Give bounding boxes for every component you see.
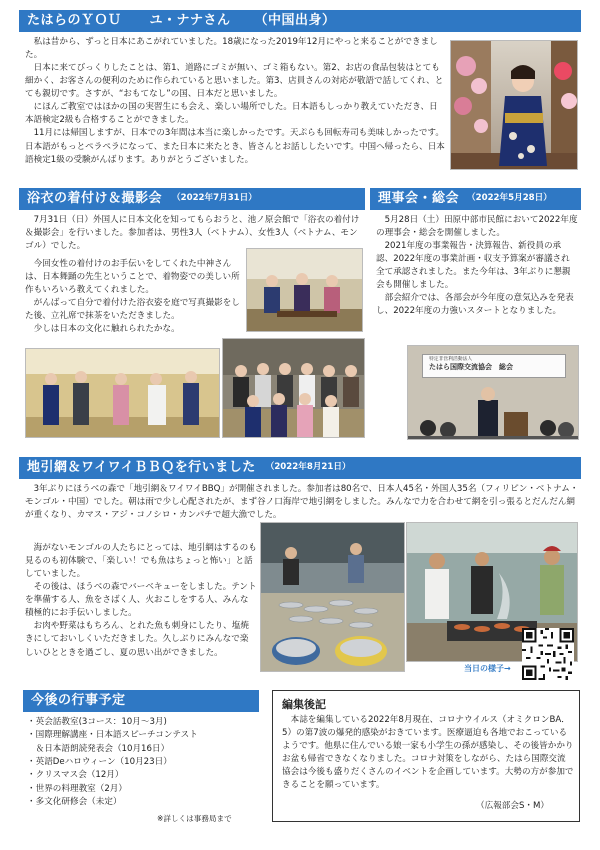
yukata-paragraph: 今回女性の着付けのお手伝いをしてくれた中神さんは、日本舞踊の先生ということで、着物姿での美しい所作もいろいろ教えてくれました。 bbox=[25, 259, 240, 296]
you-origin: （中国出身） bbox=[254, 13, 336, 29]
yukata-date: （2022年7月31日） bbox=[172, 193, 257, 204]
yukata-section-header bbox=[19, 188, 365, 210]
tea-ceremony-photo bbox=[246, 248, 363, 332]
schedule-item: ・クリスマス会（12月） bbox=[27, 770, 124, 781]
meeting-paragraph: 2021年度の事業報告・決算報告、新役員の承認、2022年度の事業計画・収支予算案が審議され全て承認されました。また今年は、3年ぶりに懇親会も開催しました。 bbox=[376, 241, 571, 291]
editor-paragraph: 本誌を編集している2022年8月現在、コロナウイルス（オミクロンBA．5）の第7波の爆発的感染がおきています。医療逼迫も各地でおこっているようです。他県に住んでいる娘一家も小学生の孫が感染し、その後皆かかりお盆も帰省できなくなりました。コロナ対策をしながら、たはら国際交流協会は今後も盛りだくさんのイベントを企画しています。大勢の方が参加できることを願っています。 bbox=[282, 715, 574, 791]
qr-caption: 当日の様子→ bbox=[464, 664, 511, 673]
schedule-note: ※詳しくは事務局まで bbox=[157, 814, 232, 823]
dressing-photo bbox=[25, 348, 220, 438]
schedule-section-header bbox=[23, 690, 259, 712]
bbq-intro bbox=[25, 483, 580, 522]
you-person-name: ユ・ナナさん bbox=[149, 13, 231, 29]
meeting-banner-line1: 特定非営利活動法人 bbox=[429, 357, 473, 362]
meeting-title: 理事会・総会 bbox=[378, 191, 460, 207]
bbq-paragraph: お肉や野菜はもちろん、とれた魚も刺身にしたり、塩焼きにしておいしくいただきました。久しぶりにみんなで楽しいひとときを過ごし、夏の思い出ができました。 bbox=[25, 621, 249, 658]
editor-sign: （広報部会S・M） bbox=[476, 801, 550, 811]
meeting-banner-line2: たはら国際交流協会 総会 bbox=[429, 363, 513, 372]
meeting-banner bbox=[422, 354, 566, 378]
meeting-body bbox=[376, 214, 578, 319]
bbq-paragraph: その後は、ほうべの森でバーベキューをしました。テントを準備する人、魚をさばく人、火おこしをする人、みんな積極的にお手伝いしました。 bbox=[25, 582, 257, 619]
schedule-item: ・多文化研修会（未定） bbox=[27, 796, 122, 807]
meeting-date: （2022年5月28日） bbox=[467, 193, 552, 204]
yukata-paragraph: がんばって自分で着付けた浴衣姿を庭で写真撮影をした後、立礼席で抹茶をいただきました。 bbox=[25, 298, 240, 322]
you-section-header bbox=[19, 10, 581, 32]
editor-body bbox=[282, 714, 574, 792]
bbq-body bbox=[25, 542, 257, 660]
bbq-title: 地引網＆ワイワイＢＢＱを行いました bbox=[27, 460, 256, 476]
schedule-item: ・国際理解講座・日本語スピーチコンテスト bbox=[27, 730, 198, 741]
you-paragraph: 日本に来てびっくりしたことは、第1、道路にゴミが無い、ゴミ箱もない。第2、お店の食品包装はとても細かく、お客さんの便利のために作られていると思いました。第3、店員さんの対応が敬語で話してくれ、とても親切です。さすが、“おもてなし”の国、日本だと思いました。 bbox=[25, 63, 444, 100]
bbq-date: （2022年8月21日） bbox=[265, 462, 351, 473]
group-photo bbox=[222, 338, 365, 438]
schedule-item: ・英会話教室(3コース：10月～3月) bbox=[27, 717, 167, 727]
meeting-paragraph: 部会紹介では、各部会が今年度の意気込みを発表し、2022年度の力強いスタートとなりました。 bbox=[376, 293, 574, 317]
bbq-section-header bbox=[19, 457, 581, 479]
yukata-portrait-photo bbox=[450, 40, 578, 170]
yukata-body bbox=[25, 258, 243, 336]
yukata-paragraph: 7月31日（日）外国人に日本文化を知ってもらおうと、池ノ原会館で「浴衣の着付け＆撮影会」を行いました。参加者は、男性3人（ベトナム）、女性3人（ベトナム、モンゴル）でした。 bbox=[25, 215, 360, 252]
schedule-item: ・世界の料理教室（2月） bbox=[27, 783, 127, 794]
bbq-paragraph: 3年ぶりにほうべの森で「地引網＆ワイワイBBQ」が開催されました。参加者は80名で、日本人45名・外国人35名（フィリピン・ベトナム・モンゴル・中国）でした。朝は雨で少し心配されたが、まず谷ノ口海岸で地引網をしました。みんなで力を合わせて網を引っ張るとだんだん網が重くなり、カマス・アジ・コノシロ・カンパチで超大漁でした。 bbox=[25, 484, 579, 521]
meeting-section-header bbox=[370, 188, 581, 210]
you-paragraph: 11月には帰国しますが、日本での3年間は本当に楽しかったです。天ぷらも回転寿司も美味しかったです。日本語がもっとペラペラになって、また日本に来たとき、皆さんとお話ししたいです。中国へ帰ったら、日本語検定1級の受験がんばります。ありがとうございました。 bbox=[25, 128, 445, 165]
you-paragraph: 私は昔から、ずっと日本にあこがれていました。18歳になった2019年12月にやっと来ることができました。 bbox=[25, 37, 438, 61]
yukata-paragraph: 少しは日本の文化に触れられたかな。 bbox=[33, 324, 180, 335]
schedule-item: ＆日本語朗読発表会（10月16日） bbox=[27, 743, 170, 754]
you-body bbox=[25, 36, 445, 167]
yukata-title: 浴衣の着付け＆撮影会 bbox=[27, 191, 163, 207]
meeting-photo bbox=[407, 345, 579, 440]
bbq-paragraph: 海がないモンゴルの人たちにとっては、地引網はするのも見るのも初体験で、「楽しい！でも魚はちょっと怖い」と話していました。 bbox=[25, 543, 257, 580]
you-title: たはらのＹＯＵ bbox=[27, 13, 122, 29]
fishing-net-photo bbox=[260, 522, 405, 672]
qr-code[interactable] bbox=[522, 628, 574, 680]
schedule-list bbox=[27, 716, 263, 809]
you-paragraph: にほんご教室ではほかの国の実習生にも会え、楽しい場所でした。日本語もしっかり教えていただき、日本語検定2級も合格することができました。 bbox=[25, 102, 438, 126]
schedule-item: ・英語Deハロウィーン（10月23日） bbox=[27, 756, 172, 767]
schedule-title: 今後の行事予定 bbox=[31, 693, 126, 709]
meeting-paragraph: 5月28日（土）田原中部市民館において2022年度の理事会・総会を開催しました。 bbox=[376, 215, 578, 239]
editor-title: 編集後記 bbox=[282, 698, 326, 711]
